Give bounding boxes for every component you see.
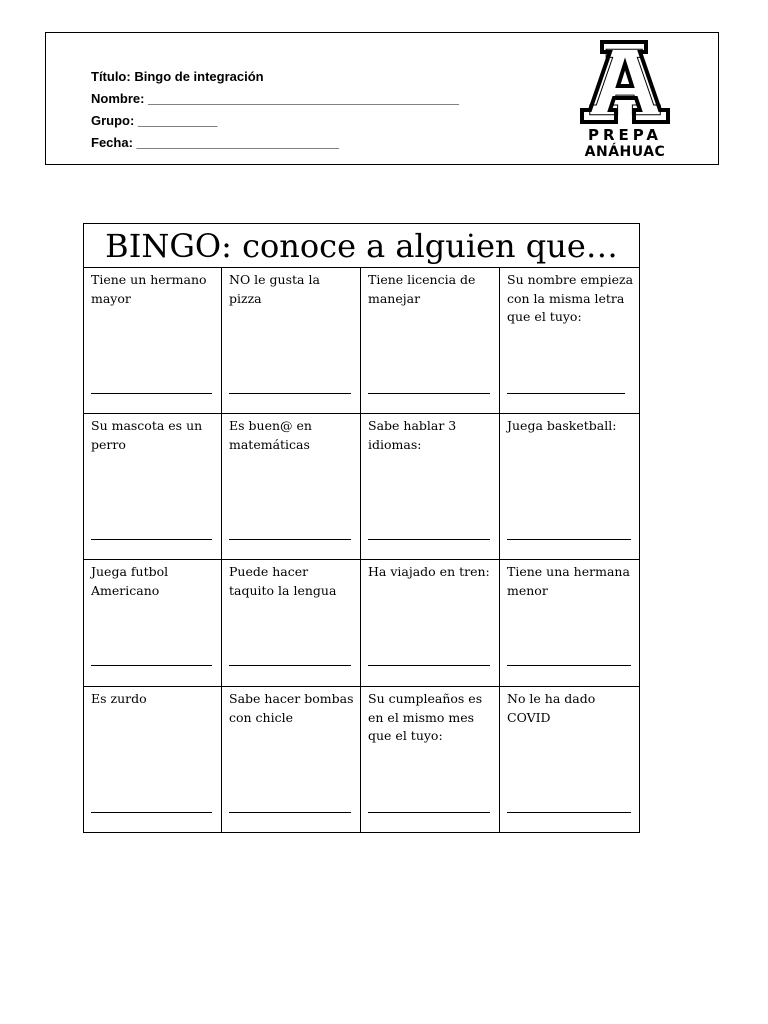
bingo-title: BINGO: conoce a alguien que…: [84, 224, 639, 268]
bingo-cell-text: Su cumpleaños es en el mismo mes que el tuyo:: [368, 691, 483, 743]
bingo-cell: [500, 414, 640, 560]
bingo-cell: [361, 414, 500, 560]
bingo-cell-text: Sabe hacer bombas con chicle: [229, 691, 354, 725]
bingo-cell: [84, 414, 222, 560]
signature-line: [91, 812, 212, 813]
bingo-cell: [222, 687, 361, 833]
bingo-cell-text: Su mascota es un perro: [91, 418, 203, 452]
signature-line: [229, 812, 351, 813]
logo-letter-a: [580, 40, 670, 124]
bingo-cell: [500, 560, 640, 687]
grupo-line: Grupo: ___________: [91, 113, 218, 128]
signature-line: [368, 665, 490, 666]
bingo-cell-text: Juega basketball:: [507, 418, 617, 433]
bingo-cell: [222, 414, 361, 560]
signature-line: [229, 393, 351, 394]
bingo-cell-text: Tiene una hermana menor: [507, 564, 630, 598]
signature-line: [229, 665, 351, 666]
bingo-cell-text: No le ha dado COVID: [507, 691, 596, 725]
titulo-line: Título: Bingo de integración: [91, 69, 264, 84]
bingo-cell: [500, 268, 640, 414]
signature-line: [91, 539, 212, 540]
bingo-cell-text: Tiene licencia de manejar: [368, 272, 476, 306]
bingo-cell: [222, 268, 361, 414]
bingo-cell: [361, 560, 500, 687]
signature-line: [507, 539, 631, 540]
bingo-table: [83, 223, 640, 833]
bingo-cell-text: Es zurdo: [91, 691, 147, 706]
bingo-cell-text: Ha viajado en tren:: [368, 564, 490, 579]
bingo-cell-text: Puede hacer taquito la lengua: [229, 564, 337, 598]
signature-line: [368, 539, 490, 540]
bingo-cell-text: NO le gusta la pizza: [229, 272, 320, 306]
signature-line: [507, 812, 631, 813]
logo-text-anahuac: ANÁHUAC: [584, 144, 666, 160]
signature-line: [368, 393, 490, 394]
bingo-cell: [84, 268, 222, 414]
bingo-cell-text: Juega futbol Americano: [91, 564, 169, 598]
bingo-cell: [500, 687, 640, 833]
signature-line: [507, 393, 625, 394]
bingo-cell-text: Su nombre empieza con la misma letra que el tuyo:: [507, 272, 634, 324]
signature-line: [91, 393, 212, 394]
fecha-line: Fecha: ____________________________: [91, 135, 339, 150]
bingo-cell-text: Es buen@ en matemáticas: [229, 418, 312, 452]
signature-line: [368, 812, 490, 813]
signature-line: [229, 539, 351, 540]
bingo-cell-text: Sabe hablar 3 idiomas:: [368, 418, 457, 452]
signature-line: [507, 665, 631, 666]
bingo-cell-text: Tiene un hermano mayor: [91, 272, 207, 306]
nombre-line: Nombre: ___________________________________________: [91, 91, 459, 106]
prepa-anahuac-logo: [580, 40, 670, 164]
bingo-cell: [84, 687, 222, 833]
bingo-cell: [361, 268, 500, 414]
bingo-cell: [84, 560, 222, 687]
bingo-cell: [222, 560, 361, 687]
logo-text-prepa: PREPA: [587, 126, 663, 144]
signature-line: [91, 665, 212, 666]
bingo-cell: [361, 687, 500, 833]
